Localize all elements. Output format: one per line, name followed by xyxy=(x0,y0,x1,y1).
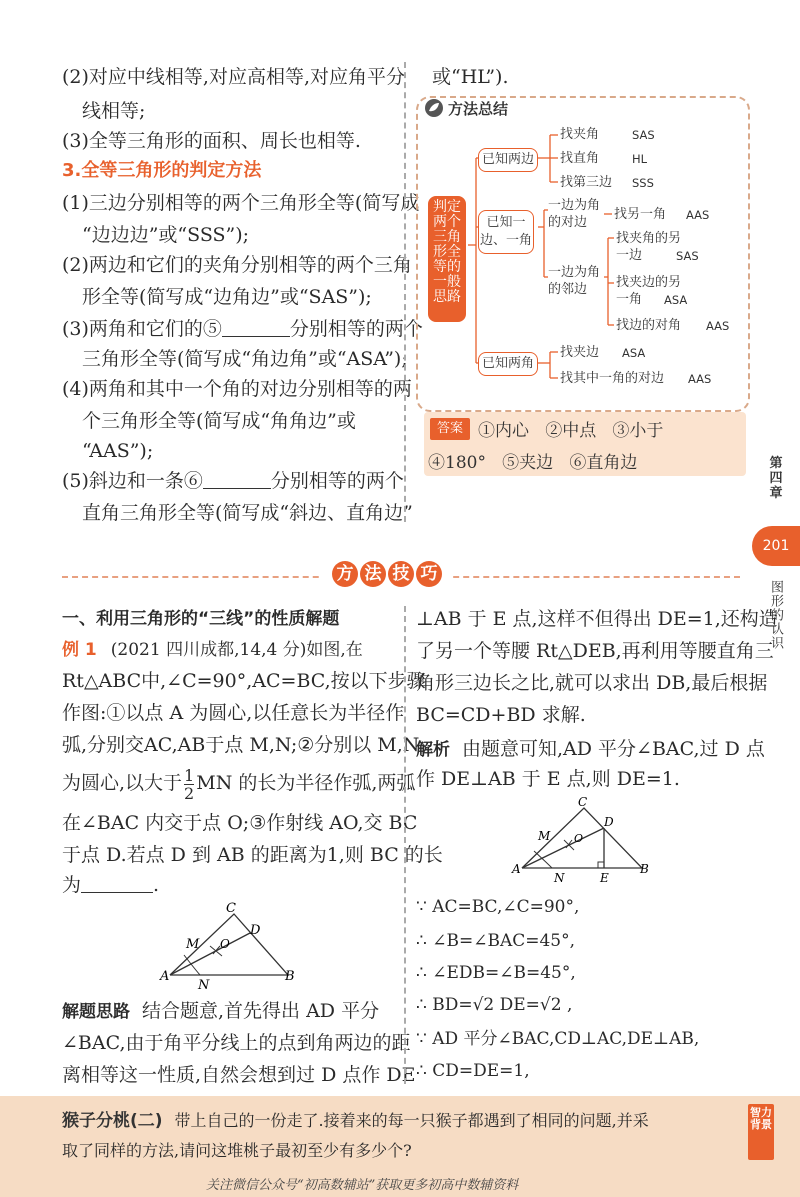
mindmap-item: 找边的对角 xyxy=(616,318,682,333)
method-title: 方法总结 xyxy=(448,100,509,118)
watermark: 关注微信公众号“初高数辅站”获取更多初高中数辅资料 xyxy=(206,1178,519,1193)
point-label: C xyxy=(578,796,588,809)
fraction-den: 2 xyxy=(184,783,195,803)
point-label: N xyxy=(198,978,210,990)
answer-blank xyxy=(81,874,153,893)
text-part: (5)斜边和一条⑥ xyxy=(62,470,203,492)
point-label: O xyxy=(220,937,230,951)
answer-label: 答案 xyxy=(430,418,470,440)
mindmap-tag: AAS xyxy=(686,208,710,222)
mindmap-item: 找夹边的另 xyxy=(616,275,682,290)
text-part: 为圆心,以大于 xyxy=(62,772,183,794)
point-label: D xyxy=(250,923,261,938)
text-line xyxy=(62,632,363,667)
text-line: 三角形全等(简写成“角边角”或“ASA”); xyxy=(82,348,408,370)
triangle-figure-2 xyxy=(504,796,664,888)
footer-title: 猴子分桃(二) xyxy=(62,1111,163,1131)
mindmap-item: 一边 xyxy=(616,248,643,263)
point-label: C xyxy=(226,901,236,916)
solution-step: ∴ CD=DE=1, xyxy=(416,1061,530,1081)
mindmap-tag: SAS xyxy=(676,249,699,263)
chapter-label: 第四章 xyxy=(769,456,783,501)
text-line: 直角三角形全等(简写成“斜边、直角边” xyxy=(82,502,413,524)
text-line: 于点 D.若点 D 到 AB 的距离为1,则 BC 的长 xyxy=(62,844,443,866)
mindmap-tag: ASA xyxy=(664,293,688,307)
answer-line: ①内心 ②中点 ③小于 xyxy=(478,421,664,441)
text-line: (2)两边和它们的夹角分别相等的两个三角 xyxy=(62,254,412,276)
solution-step: ∵ AD 平分∠BAC,CD⊥AC,DE⊥AB, xyxy=(416,1029,700,1049)
text-part: (2021 四川成都,14,4 分)如图,在 xyxy=(110,640,363,660)
mindmap-tag: SAS xyxy=(632,128,655,142)
topic-label: 图形的认识 xyxy=(768,580,783,650)
mindmap-tag: SSS xyxy=(632,176,654,190)
column-divider xyxy=(404,62,406,522)
text-line xyxy=(62,766,415,802)
mindmap-branch: 已知两边 xyxy=(478,148,538,172)
mindmap-item: 找夹角的另 xyxy=(616,231,682,246)
mindmap-item: 一角 xyxy=(616,292,643,307)
text-line: “AAS”); xyxy=(82,440,154,462)
triangle-figure xyxy=(150,900,310,990)
fraction xyxy=(184,767,194,802)
mindmap-item: 找夹角 xyxy=(560,127,600,142)
mindmap-tag: ASA xyxy=(622,346,646,360)
point-label: M xyxy=(186,937,200,952)
text-part: 为 xyxy=(62,874,82,896)
text-line: (1)三边分别相等的两个三角形全等(简写成 xyxy=(62,192,420,214)
text-line: 了另一个等腰 Rt△DEB,再利用等腰直角三 xyxy=(416,640,774,662)
text-line: 为 . xyxy=(62,874,160,896)
mindmap-branch: 已知一边、一角 xyxy=(478,210,534,254)
text-line: 弧,分别交AC,AB于点 M,N;②分别以 M,N xyxy=(62,734,420,756)
banner-char: 巧 xyxy=(416,561,442,587)
point-label: B xyxy=(285,969,295,984)
mindmap-tag: HL xyxy=(632,152,648,166)
text-line: 作 DE⊥AB 于 E 点,则 DE=1. xyxy=(416,768,680,790)
column-divider xyxy=(404,606,406,1084)
text-part: MN 的长为半径作弧,两弧 xyxy=(196,772,416,794)
mindmap-item: 找另一角 xyxy=(614,207,667,222)
text-line: 在∠BAC 内交于点 O;③作射线 AO,交 BC xyxy=(62,812,418,834)
text-line: 个三角形全等(简写成“角角边”或 xyxy=(82,410,356,432)
mindmap-tag: AAS xyxy=(706,319,730,333)
answer-line: ④180° ⑤夹边 ⑥直角边 xyxy=(428,453,638,473)
footer-line xyxy=(62,1106,649,1136)
text-line xyxy=(62,312,423,346)
point-label: A xyxy=(160,969,170,984)
solution-step: ∴ BD=√2 DE=√2 , xyxy=(416,995,573,1015)
text-line: “边边边”或“SSS”); xyxy=(82,224,250,246)
solution-label: 解析 xyxy=(416,740,450,760)
text-line: (3)全等三角形的面积、周长也相等. xyxy=(62,130,361,152)
point-label: E xyxy=(600,871,609,885)
text-part: (3)两角和它们的⑤ xyxy=(62,318,222,340)
mindmap-tag: AAS xyxy=(688,372,712,386)
mindmap-sub: 一边为角的对边 xyxy=(548,198,601,230)
answer-blank xyxy=(222,318,290,337)
banner-char: 技 xyxy=(388,561,414,587)
point-label: D xyxy=(604,815,614,829)
text-line: BC=CD+BD 求解. xyxy=(416,704,586,726)
fraction-num: 1 xyxy=(184,765,195,785)
mindmap-item: 找第三边 xyxy=(560,175,613,190)
mindmap-item: 找其中一角的对边 xyxy=(560,371,665,386)
solution-step: ∵ AC=BC,∠C=90°, xyxy=(416,897,580,917)
mindmap-branch: 已知两角 xyxy=(478,352,538,376)
point-label: N xyxy=(554,871,565,885)
text-part: 结合题意,首先得出 AD 平分 xyxy=(142,1000,380,1022)
mindmap-item: 找夹边 xyxy=(560,345,600,360)
point-label: M xyxy=(538,829,551,843)
leaf-icon xyxy=(424,98,444,118)
text-line: (2)对应中线相等,对应高相等,对应角平分 xyxy=(62,66,405,88)
text-line: Rt△ABC中,∠C=90°,AC=BC,按以下步骤 xyxy=(62,670,426,692)
text-line: 或“HL”). xyxy=(432,66,509,88)
example-label: 例 1 xyxy=(62,640,97,660)
text-line: (4)两角和其中一个角的对边分别相等的两 xyxy=(62,378,412,400)
text-line xyxy=(62,464,404,498)
text-line: 形全等(简写成“边角边”或“SAS”); xyxy=(82,286,372,308)
text-part: 分别相等的两个 xyxy=(270,470,404,492)
text-line: ⊥AB 于 E 点,这样不但得出 DE=1,还构造 xyxy=(416,608,778,630)
text-line: 作图:①以点 A 为圆心,以任意长为半径作 xyxy=(62,702,405,724)
section-banner xyxy=(332,561,442,587)
page-number: 201 xyxy=(752,526,800,566)
solution-step: ∴ ∠EDB=∠B=45°, xyxy=(416,963,576,983)
intelligence-badge: 智力背景 xyxy=(748,1104,774,1160)
section-heading: 3.全等三角形的判定方法 xyxy=(62,160,262,181)
mindmap-sub: 一边为角的邻边 xyxy=(548,265,601,297)
banner-char: 方 xyxy=(332,561,358,587)
text-line: ∠BAC,由于角平分线上的点到角两边的距 xyxy=(62,1032,411,1054)
banner-char: 法 xyxy=(360,561,386,587)
text-part: 分别相等的两个 xyxy=(289,318,423,340)
text-part: 由题意可知,AD 平分∠BAC,过 D 点 xyxy=(462,738,765,760)
footer-text: 带上自己的一份走了.接着来的每一只猴子都遇到了相同的问题,并采 xyxy=(174,1111,649,1130)
text-line xyxy=(62,994,379,1029)
point-label: A xyxy=(512,862,521,876)
text-line: 离相等这一性质,自然会想到过 D 点作 DE xyxy=(62,1064,416,1086)
subsection-heading: 一、利用三角形的“三线”的性质解题 xyxy=(62,609,340,629)
point-label: O xyxy=(574,832,584,845)
point-label: B xyxy=(640,862,649,876)
mindmap-root: 判定两个三角形全等的一般思路 xyxy=(428,196,466,322)
text-line: 角形三边长之比,就可以求出 DB,最后根据 xyxy=(416,672,768,694)
mindmap-item: 找直角 xyxy=(560,151,600,166)
solution-step: ∴ ∠B=∠BAC=45°, xyxy=(416,931,576,951)
footer-text: 取了同样的方法,请问这堆桃子最初至少有多少个? xyxy=(62,1141,412,1160)
idea-label: 解题思路 xyxy=(62,1002,130,1022)
text-line: 线相等; xyxy=(82,100,146,122)
answer-blank xyxy=(203,470,271,489)
